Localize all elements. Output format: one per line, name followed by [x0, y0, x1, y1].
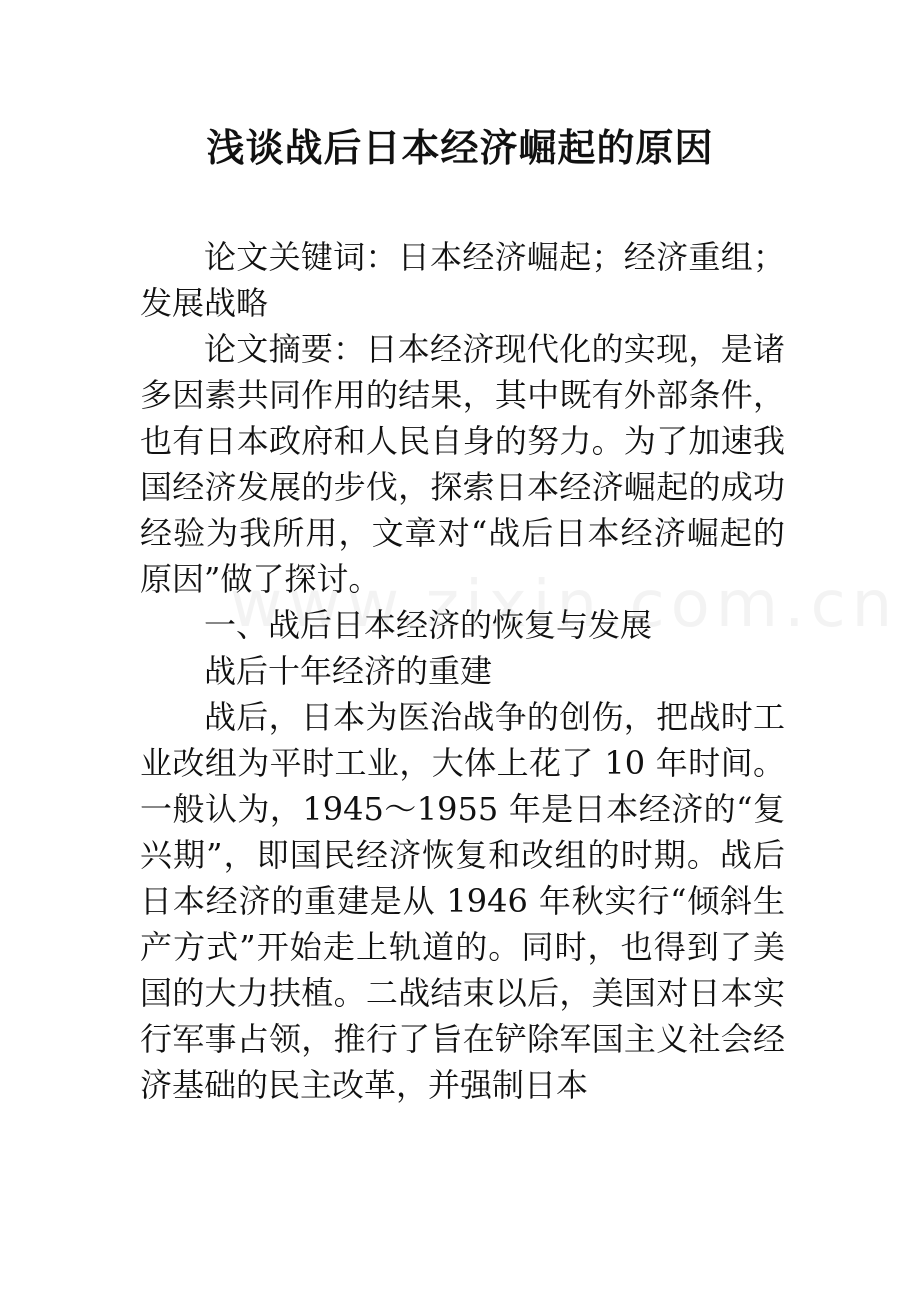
- subsection-heading: 战后十年经济的重建: [204, 652, 493, 690]
- abstract-paragraph: 论文摘要：日本经济现代化的实现，是诸多因素共同作用的结果，其中既有外部条件，也有日本政府和人民自身的努力。为了加速我国经济发展的步伐，探索日本经济崛起的成功经验为我所用，文章对“战后日本经济崛起的原因”做了探讨。: [140, 330, 785, 598]
- document-title: 浅谈战后日本经济崛起的原因: [206, 125, 714, 170]
- body-paragraph: 战后，日本为医治战争的创伤，把战时工业改组为平时工业，大体上花了 10 年时间。一般认为，1945～1955 年是日本经济的“复兴期”，即国民经济恢复和改组的时期。战后日本经济的重建是从 1946 年秋实行“倾斜生产方式”开始走上轨道的。同时，也得到了美国的大力扶植。二战结束以后，美国对日本实行军事占领，推行了旨在铲除军国主义社会经济基础的民主改革，并强制日本: [140, 698, 785, 1104]
- document-body: [140, 234, 785, 1108]
- section-heading: 一、战后日本经济的恢复与发展: [204, 606, 653, 644]
- keywords-paragraph: 论文关键词：日本经济崛起；经济重组；发展战略: [140, 238, 785, 322]
